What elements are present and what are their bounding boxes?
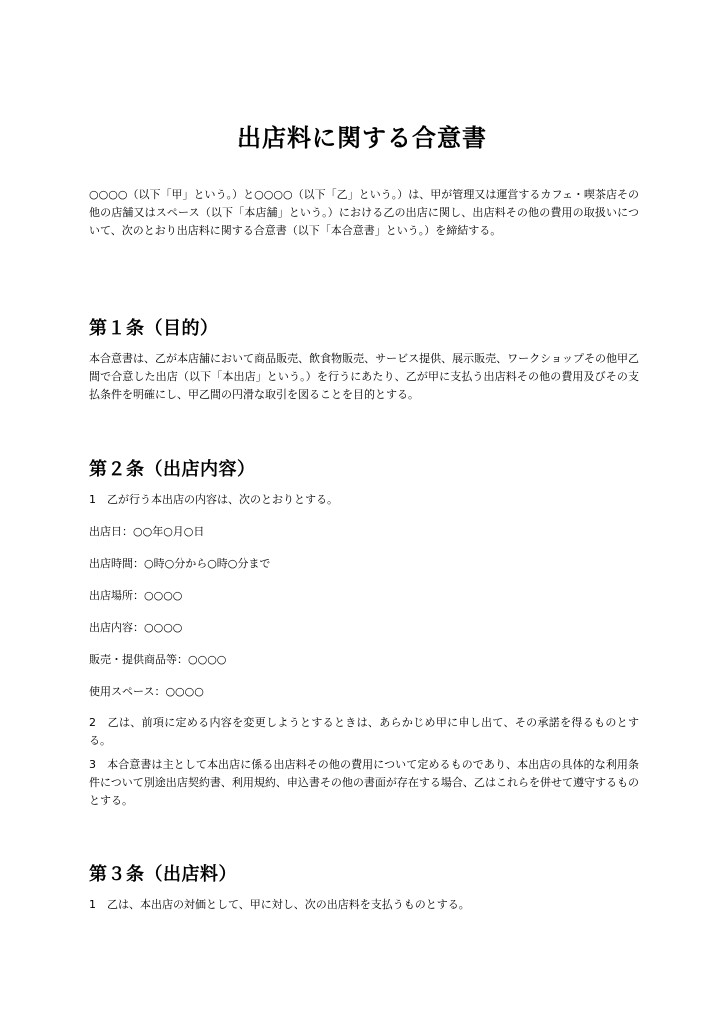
- article-1-heading: 第１条（目的）: [89, 318, 219, 339]
- detail-date: 出店日：○○年○月○日: [89, 525, 205, 538]
- article-2-heading: 第２条（出店内容）: [89, 459, 256, 480]
- article-2-item-1: 1 乙が行う本出店の内容は、次のとおりとする。: [89, 493, 338, 506]
- detail-time: 出店時間：○時○分から○時○分まで: [89, 557, 271, 570]
- detail-content: 出店内容：○○○○: [89, 621, 183, 634]
- detail-location: 出店場所：○○○○: [89, 589, 183, 602]
- document-title: 出店料に関する合意書: [237, 124, 487, 152]
- detail-products: 販売・提供商品等：○○○○: [89, 653, 227, 666]
- article-2-item-2: 2 乙は、前項に定める内容を変更しようとするときは、あらかじめ甲に申し出て、その承諾を得るものとする。: [89, 716, 639, 747]
- detail-space: 使用スペース：○○○○: [89, 685, 204, 698]
- article-2-item-3: 3 本合意書は主として本出店に係る出店料その他の費用について定めるものであり、本出店の具体的な利用条件について別途出店契約書、利用規約、申込書その他の書面が存在する場合、乙はこれらを併せて遵守するものとする。: [89, 758, 639, 807]
- article-3-item-1: 1 乙は、本出店の対価として、甲に対し、次の出店料を支払うものとする。: [89, 898, 470, 911]
- intro-paragraph: ○○○○（以下「甲」という。）と○○○○（以下「乙」という。）は、甲が管理又は運営するカフェ・喫茶店その他の店舗又はスペース（以下「本店舗」という。）における乙の出店に関し、出店料その他の費用の取扱いについて、次のとおり出店料に関する合意書（以下「本合意書」という。）を締結する。: [89, 188, 639, 237]
- article-1-body: 本合意書は、乙が本店舗において商品販売、飲食物販売、サービス提供、展示販売、ワークショップその他甲乙間で合意した出店（以下「本出店」という。）を行うにあたり、乙が甲に支払う出店料その他の費用及びその支払条件を明確にし、甲乙間の円滑な取引を図ることを目的とする。: [89, 352, 639, 401]
- article-3-heading: 第３条（出店料）: [89, 864, 237, 885]
